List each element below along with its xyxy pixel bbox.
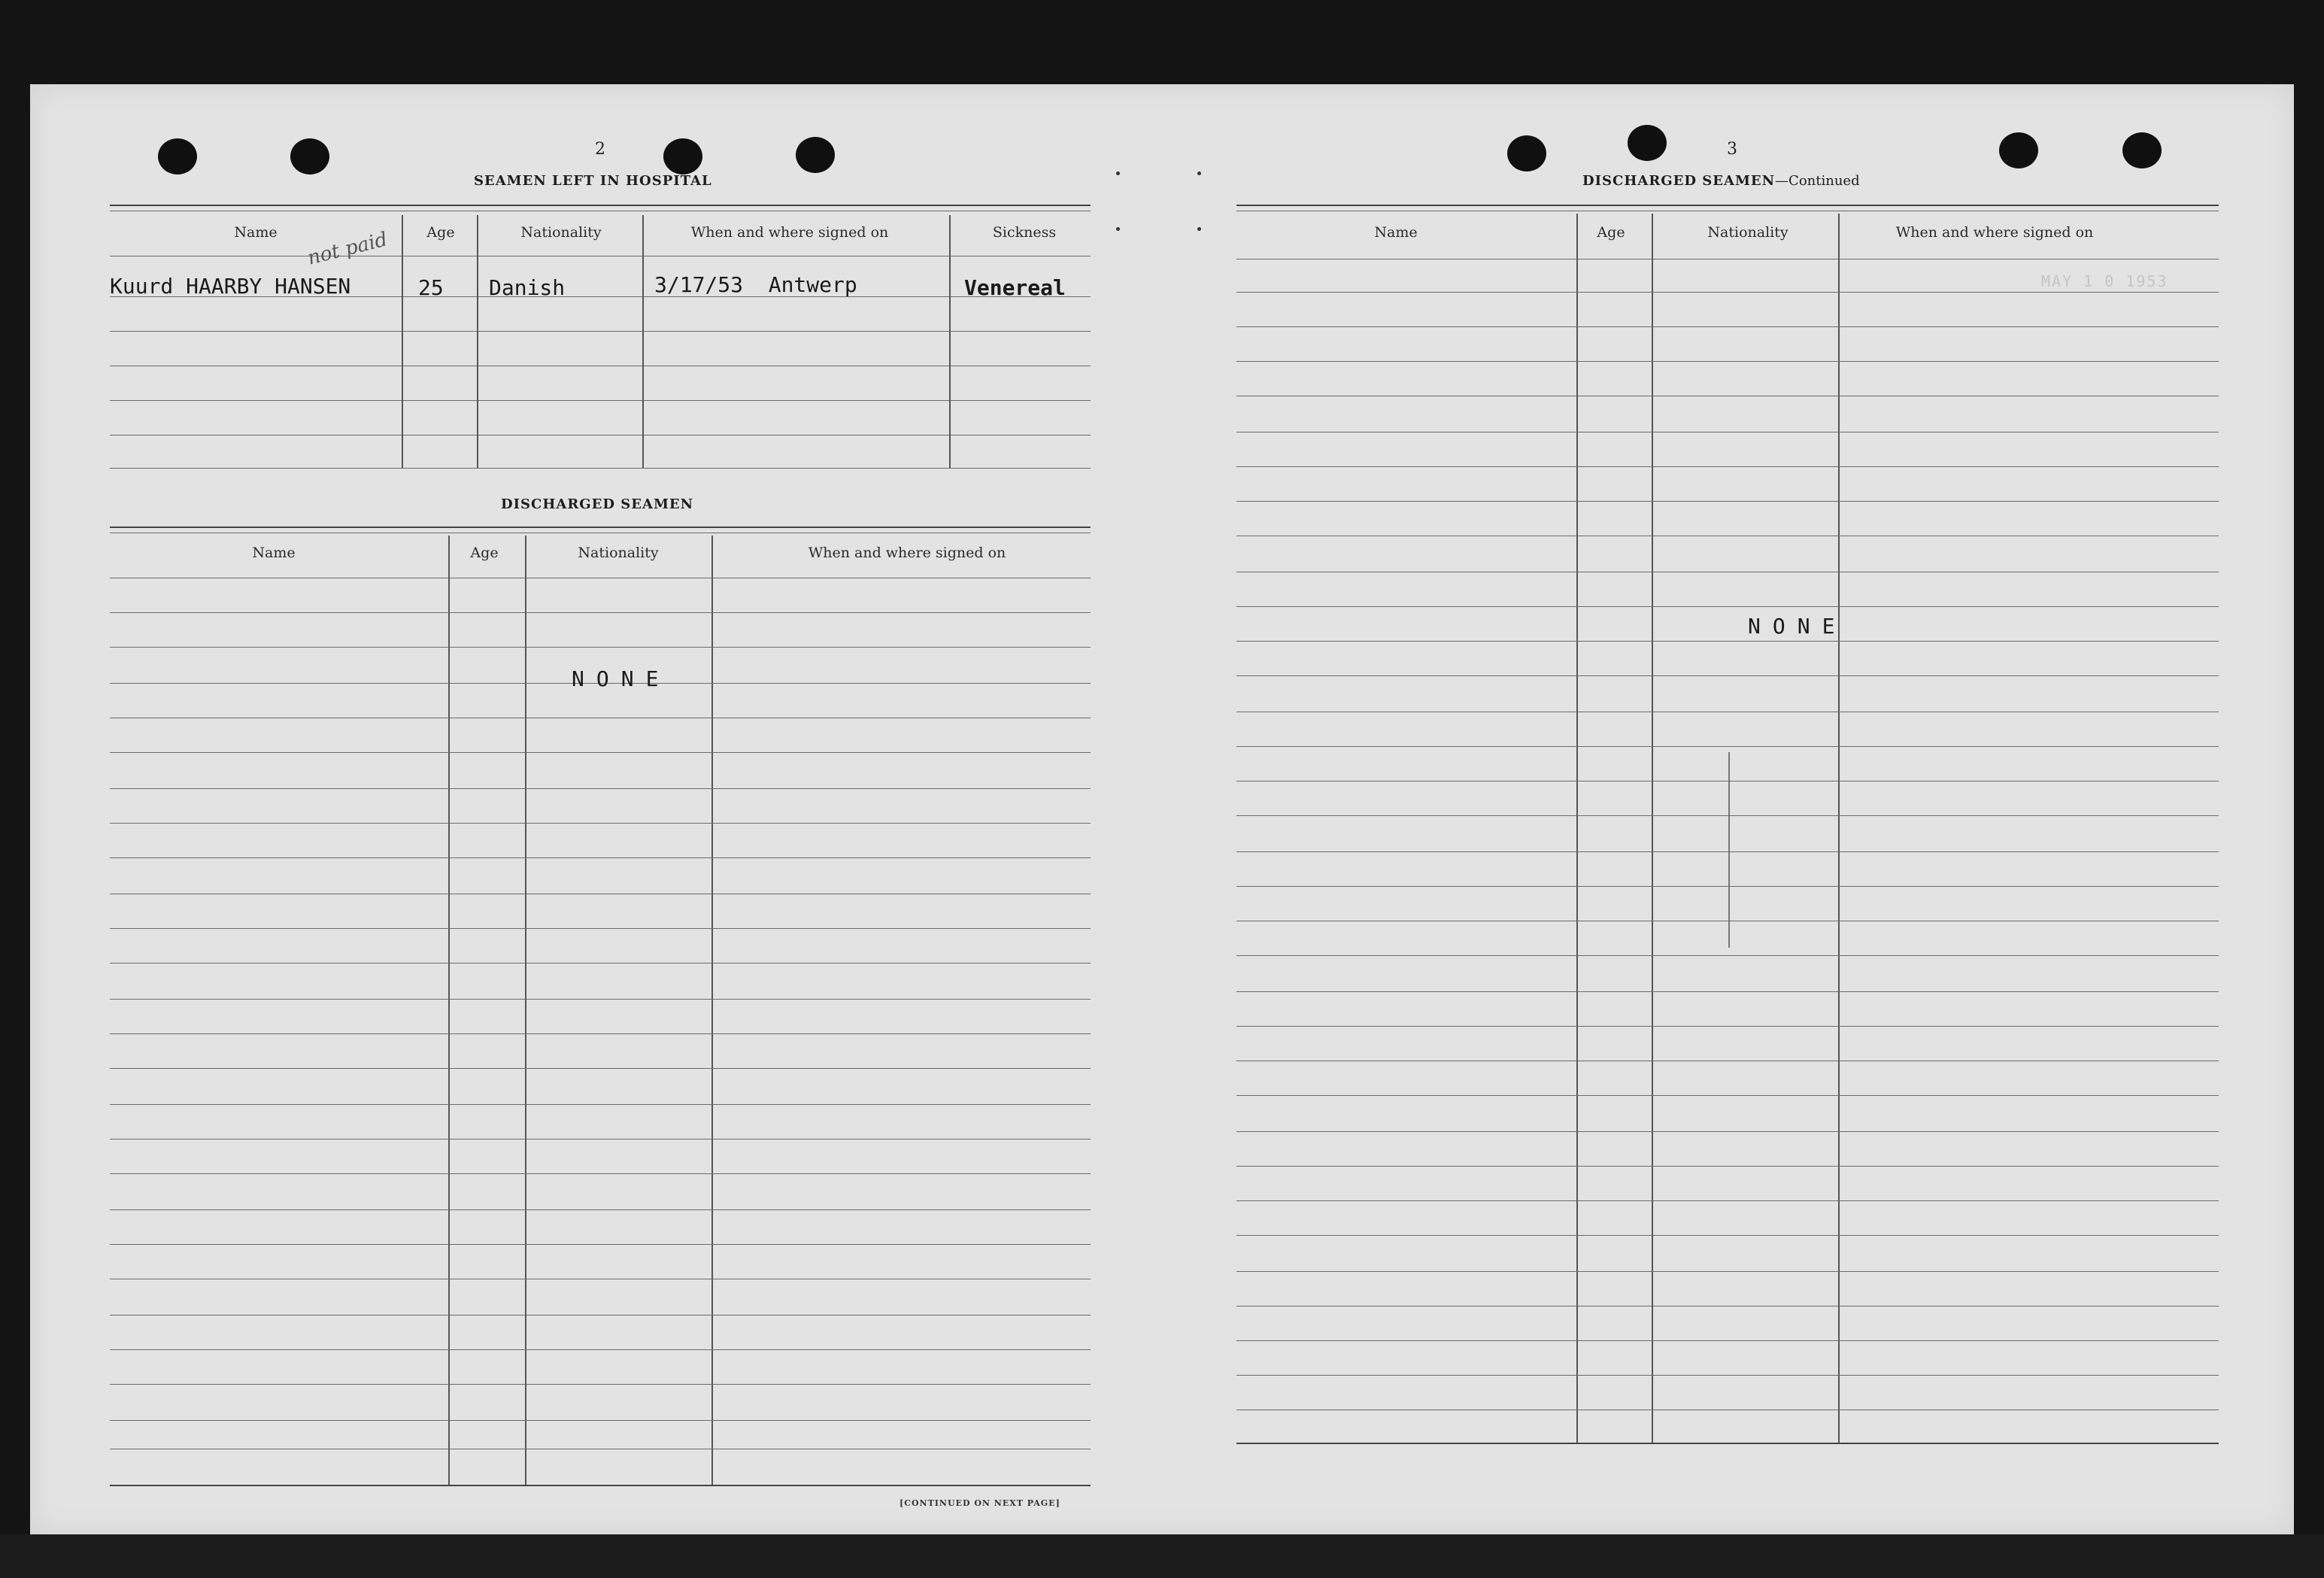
rule bbox=[110, 400, 1091, 401]
rule bbox=[110, 1104, 1091, 1105]
rule bbox=[110, 1315, 1091, 1316]
hospital-row-age: 25 bbox=[418, 275, 444, 300]
rule bbox=[1236, 955, 2219, 956]
binding-dot bbox=[1116, 171, 1120, 175]
column-divider bbox=[1576, 214, 1578, 1443]
column-divider bbox=[642, 215, 644, 468]
rule bbox=[110, 647, 1091, 648]
rule bbox=[110, 612, 1091, 613]
rule bbox=[110, 857, 1091, 858]
punch-hole bbox=[2122, 132, 2162, 168]
right-col-age: Age bbox=[1597, 224, 1625, 241]
rule bbox=[1236, 501, 2219, 502]
rule bbox=[1236, 1200, 2219, 1201]
right-title-continued: —Continued bbox=[1775, 173, 1860, 189]
rule bbox=[1236, 675, 2219, 676]
right-none-entry: NONE bbox=[1748, 614, 1847, 639]
rule bbox=[110, 1209, 1091, 1210]
rule bbox=[110, 527, 1091, 528]
column-divider bbox=[1652, 214, 1653, 1443]
right-title-main: DISCHARGED SEAMEN bbox=[1582, 173, 1776, 189]
hospital-col-nationality: Nationality bbox=[520, 224, 602, 241]
right-col-nationality: Nationality bbox=[1707, 224, 1789, 241]
faint-date-stamp: MAY 1 0 1953 bbox=[2041, 272, 2168, 290]
hospital-row-sickness: Venereal bbox=[964, 275, 1066, 300]
column-divider bbox=[402, 215, 403, 468]
punch-hole bbox=[1999, 132, 2038, 168]
handwritten-annotation: not paid bbox=[305, 228, 390, 270]
rule bbox=[1236, 326, 2219, 327]
rule bbox=[1236, 292, 2219, 293]
punch-hole bbox=[290, 138, 329, 174]
rule bbox=[1236, 886, 2219, 887]
rule bbox=[110, 205, 1091, 206]
hospital-col-age: Age bbox=[426, 224, 455, 241]
rule bbox=[110, 1420, 1091, 1421]
page-number-left: 2 bbox=[595, 140, 605, 159]
rule bbox=[110, 1384, 1091, 1385]
hospital-col-signed-on: When and where signed on bbox=[690, 224, 889, 241]
rule bbox=[1236, 466, 2219, 467]
rule bbox=[1236, 1131, 2219, 1132]
discharged-col-signed-on: When and where signed on bbox=[808, 545, 1006, 561]
rule bbox=[1236, 1166, 2219, 1167]
hospital-col-name: Name bbox=[234, 224, 278, 241]
rule bbox=[1236, 851, 2219, 852]
column-divider bbox=[525, 536, 526, 1485]
rule bbox=[1236, 746, 2219, 747]
scanner-border bbox=[0, 1534, 2324, 1578]
rule bbox=[1236, 1443, 2219, 1444]
rule bbox=[1236, 1235, 2219, 1236]
rule bbox=[1236, 1026, 2219, 1027]
hospital-row-signed-on: 3/17/53 Antwerp bbox=[654, 272, 857, 297]
hospital-section-title: SEAMEN LEFT IN HOSPITAL bbox=[474, 173, 712, 189]
punch-hole bbox=[663, 138, 702, 174]
binding-dot bbox=[1197, 171, 1201, 175]
column-divider bbox=[448, 536, 450, 1485]
right-section-title bbox=[1582, 173, 1860, 189]
discharged-none-entry: NONE bbox=[572, 666, 671, 691]
page-number-right: 3 bbox=[1727, 140, 1737, 159]
discharged-col-nationality: Nationality bbox=[578, 545, 659, 561]
rule bbox=[110, 928, 1091, 929]
rule bbox=[1236, 606, 2219, 607]
rule bbox=[1236, 1340, 2219, 1341]
punch-hole bbox=[158, 138, 197, 174]
discharged-col-age: Age bbox=[470, 545, 499, 561]
rule bbox=[110, 1244, 1091, 1245]
rule bbox=[110, 1485, 1091, 1486]
rule bbox=[110, 788, 1091, 789]
discharged-col-name: Name bbox=[252, 545, 296, 561]
rule bbox=[110, 1173, 1091, 1174]
rule bbox=[110, 999, 1091, 1000]
rule bbox=[110, 468, 1091, 469]
punch-hole bbox=[1628, 125, 1667, 161]
rule bbox=[110, 1033, 1091, 1034]
rule bbox=[1236, 1375, 2219, 1376]
rule bbox=[1236, 361, 2219, 362]
rule bbox=[110, 752, 1091, 753]
column-divider bbox=[1838, 214, 1840, 1443]
right-col-name: Name bbox=[1374, 224, 1418, 241]
rule bbox=[1236, 1271, 2219, 1272]
hospital-row-nationality: Danish bbox=[489, 275, 566, 300]
column-divider bbox=[477, 215, 478, 468]
rule bbox=[1236, 205, 2219, 206]
continued-footnote: [CONTINUED ON NEXT PAGE] bbox=[900, 1498, 1060, 1508]
rule bbox=[1236, 641, 2219, 642]
rule bbox=[1236, 991, 2219, 992]
rule bbox=[110, 823, 1091, 824]
rule bbox=[110, 331, 1091, 332]
binding-dot bbox=[1197, 227, 1201, 231]
rule bbox=[1236, 1095, 2219, 1096]
binding-dot bbox=[1116, 227, 1120, 231]
hospital-col-sickness: Sickness bbox=[992, 224, 1057, 241]
rule bbox=[110, 1349, 1091, 1350]
punch-hole bbox=[1507, 135, 1546, 171]
column-divider bbox=[949, 215, 951, 468]
rule bbox=[110, 1068, 1091, 1069]
document-sheet bbox=[30, 84, 2294, 1534]
punch-hole bbox=[796, 137, 835, 173]
right-col-signed-on: When and where signed on bbox=[1895, 224, 2094, 241]
discharged-section-title: DISCHARGED SEAMEN bbox=[501, 496, 694, 512]
pencil-mark bbox=[1728, 752, 1730, 948]
hospital-row-name: Kuurd HAARBY HANSEN bbox=[110, 274, 351, 299]
rule bbox=[1236, 815, 2219, 816]
column-divider bbox=[711, 536, 713, 1485]
